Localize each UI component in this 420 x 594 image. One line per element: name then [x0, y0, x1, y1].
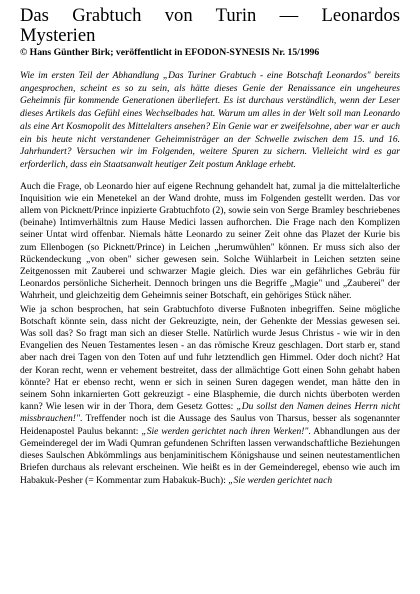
- body-paragraph-1: Auch die Frage, ob Leonardo hier auf eigene Rechnung gehandelt hat, zumal ja die mittelalterliche Inquisition wie ein Menetekel an der Wand drohte, muss im Folgenden gestellt werden. Das vor allem von Picknett/Prince inpizierte Grabtuchfoto (2), sowie sein von Serge Bramley beschriebenes (beinahe) Intimverhältnis zum Hause Medici lassen aufhorchen. Die Frage nach den Komplizen seiner Untat wird offenbar. Niemals hätte Leonardo zu seiner Zeit ohne das Plazet der Kurie bis zum Ellenbogen (so Picknett/Prince) in Leichen „herumwühlen" können. Er muss sich also der Rückendeckung „von oben" sicher gewesen sein. Solche Wühlarbeit in Leichen setzten seine Zeitgenossen mit Zauberei und schwarzer Magie gleich. Dies war ein gefährliches Gebräu für Leonardos persönliche Sicherheit. Dennoch bringen uns die Begriffe „Magie" und „Zauberei" der Wahrheit, und gleichzeitig dem Geheimnis seiner Botschaft, ein gehöriges Stück näher.: [20, 181, 400, 302]
- abstract-paragraph: Wie im ersten Teil der Abhandlung „Das Turiner Grabtuch - eine Botschaft Leonardos" bereits angesprochen, scheint es so zu sein, als hätte dieses Genie der Renaissance ein ungeheures Geheimnis für kommende Generationen überliefert. Es ist durchaus verständlich, wenn der Leser dieses Artikels das Gefühl eines Wechselbades hat. Warum um alles in der Welt soll man Leonardo als eine Art Kosmopolit des Mittelalters ansehen? Ein Genie war er zweifelsohne, aber war er auch ein bis heute nicht verstandener Geheimnisträger an der Schwelle zwischen dem 15. und 16. Jahrhundert? Versuchen wir im Folgenden, weitere Spuren zu sichern. Vielleicht wird es gar erforderlich, dass ein Staatsanwalt heutiger Zeit postum Anklage erhebt.: [20, 71, 400, 170]
- paragraph-2-text-b: . Treffender noch ist die Aussage des Saulus von Tharsus, besser als sogenannter Heidenapostel Paulus bekannt:: [20, 414, 400, 437]
- byline: © Hans Günther Birk; veröffentlicht in EFODON-SYNESIS Nr. 15/1996: [20, 47, 320, 58]
- paragraph-2-text-c: . Abhandlungen aus der Gemeinderegel der im Wadi Qumran gefundenen Schriften lassen verwandschaftliche Beziehungen dieses Saulschen Abkömmlings aus benjaminitischem Königshause und seinen neutestamentlichen Briefen durchaus als relevant erscheinen. Wie heißt es in der Gemeinderegel, ebenso wie auch im Habakuk-Pesher (= Kommentar zum Habakuk-Buch):: [20, 426, 401, 486]
- paragraph-2-text-a: Wie ja schon besprochen, hat sein Grabtuchfoto diverse Fußnoten inbegriffen. Seine mögliche Botschaft könnte sein, dass nicht der Gekreuzigte, nein, der Gehenkte der Messias gewesen sei. Was soll das? So fragt man sich an dieser Stelle. Natürlich wurde Jesus Christus - wie wir in den Evangelien des Neuen Testamentes lesen - an das römische Kreuz geschlagen. Dort starb er, stand aber nach drei Tagen von den Toten auf und fuhr letztendlich gen Himmel. Oder doch nicht? Hat der Koran recht, wenn er vehement bestreitet, dass der allmächtige Gott einen Sohn gehabt haben könnte? Hat er ebenso recht, wenn er sich in seinen Suren dagegen wendet, man hätte den in seinem Sohn inkarnierten Gott gekreuzigt - eine Blasphemie, die durch nichts überboten werden kann? Wie lesen wir in der Thora, dem Gesetz Gottes:: [20, 304, 400, 413]
- paulus-quote: „Sie werden gerichtet nach ihren Werken!": [141, 426, 309, 437]
- thora-quote: „Du sollst den Namen deines Herrn nicht missbrauchen!": [20, 402, 400, 425]
- document-title-line2: Mysterien: [20, 25, 96, 46]
- habakuk-quote: „Sie werden gerichtet nach: [228, 475, 333, 486]
- body-paragraph-2: [20, 304, 400, 487]
- document-title-line1: Das Grabtuch von Turin — Leonardos: [20, 5, 400, 26]
